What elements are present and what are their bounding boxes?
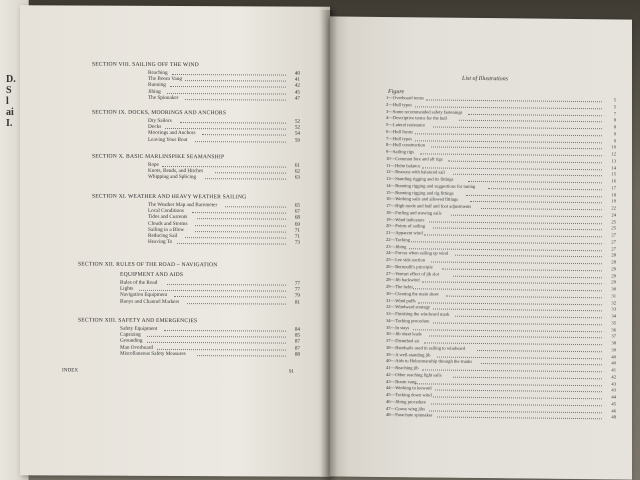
toc-entry-label: Grounding xyxy=(120,338,143,345)
illustration-label: 33—Finishing the windward mark xyxy=(386,311,450,317)
section-heading: SECTION XIII. SAFETY AND EMERGENCIES xyxy=(78,317,198,325)
illustration-label: 11—Helm balance xyxy=(386,162,421,168)
toc-page-number: 79 xyxy=(294,293,300,300)
toc-entry-label: Buoys and Channel Markers xyxy=(120,298,180,305)
dot-leader xyxy=(481,363,602,365)
section-heading: SECTION X. BASIC MARLINSPIKE SEAMANSHIP xyxy=(92,153,225,161)
illustration-label: 21—Apparent wind xyxy=(386,230,423,236)
illustration-label: 13—Standing rigging and its fittings xyxy=(386,176,454,182)
illustration-label: 42—Other reaching light sails xyxy=(386,371,442,378)
illustration-label: 47—Goose wing jibs xyxy=(386,405,426,411)
section-heading: SECTION IX. DOCKS, MOORINGS AND ANCHORS xyxy=(92,109,227,117)
illustration-page-number: 41 xyxy=(611,367,616,373)
illustration-page-number: 15 xyxy=(611,171,616,177)
illustration-page-number: 35 xyxy=(611,320,616,326)
illustration-label: 37—Disturbed air xyxy=(386,338,420,344)
illustration-label: 10—Common fore and aft rigs xyxy=(386,155,443,162)
illustration-page-number: 14 xyxy=(611,164,616,170)
illustration-label: 20—Points of sailing xyxy=(386,223,426,229)
illustration-label: 34—Tacking procedure xyxy=(386,317,430,324)
toc-entry-label: Sailing in a Blow xyxy=(148,226,185,233)
dot-leader xyxy=(192,212,286,213)
toc-page-number: 68 xyxy=(294,215,300,222)
illustration-label: 22—Tacking xyxy=(386,236,410,243)
toc-page-number: 52 xyxy=(294,124,300,131)
illustration-label: 26—Bernoulli's principle xyxy=(386,263,433,270)
dot-leader xyxy=(437,417,602,420)
toc-page-number: 88 xyxy=(294,351,300,358)
illustration-label: 35—In stays xyxy=(386,324,410,330)
dot-leader xyxy=(177,243,286,245)
dot-leader xyxy=(215,172,287,173)
illustration-label: 29—The helm xyxy=(386,284,413,290)
illustration-page-number: 8 xyxy=(613,117,616,123)
toc-page-number: 87 xyxy=(294,339,300,346)
toc-entry xyxy=(20,238,310,247)
toc-entry-label: Clouds and Storms xyxy=(148,220,188,227)
toc-entry-label: Leaving Your Boat xyxy=(148,136,188,143)
illustration-label: 39—A well-standing jib xyxy=(386,351,431,357)
book-gutter xyxy=(320,10,338,480)
toc-entry-label: Rope xyxy=(148,161,159,168)
toc-entry-label: Safety Equipment xyxy=(120,325,158,332)
toc-entry-label: Heaving To xyxy=(148,239,173,246)
illustration-page-number: 37 xyxy=(611,333,616,339)
illustration-page-number: 17 xyxy=(611,185,616,191)
illustration-page-number: 34 xyxy=(611,313,616,319)
illustration-label: 15—Running rigging and rig fittings xyxy=(386,189,454,196)
illustration-label: 1—Overboard terms xyxy=(386,95,424,101)
illustration-label: 36—Jib sheet leads xyxy=(386,331,422,337)
dot-leader xyxy=(187,303,287,305)
illustration-label: 16—Working sails and allowed fittings xyxy=(386,196,459,203)
illustration-label: 3—Some recommended safety fastenings xyxy=(386,108,463,115)
toc-entry-label: Moorings and Anchors xyxy=(148,130,196,137)
index-entry xyxy=(20,367,310,376)
dot-leader xyxy=(202,135,286,136)
illustration-label: 27—Venturi effect of jib slot xyxy=(386,270,439,277)
toc-page-number: 77 xyxy=(294,286,300,293)
toc-page-number: 71 xyxy=(294,233,300,240)
toc-entry-label: Local Conditions xyxy=(148,208,184,215)
illustration-page-number: 31 xyxy=(611,293,616,299)
toc-page-number: 87 xyxy=(294,345,300,352)
toc-page-number: 52 xyxy=(294,118,300,125)
toc-entry xyxy=(20,174,310,183)
illustration-label: 32—Windward strategy xyxy=(386,304,431,310)
toc-page-number: 81 xyxy=(294,299,300,306)
toc-page-number: 45 xyxy=(294,89,300,96)
dot-leader xyxy=(197,355,287,356)
illustration-page-number: 29 xyxy=(611,272,616,278)
illustration-label: 43—Boom vang xyxy=(386,378,417,384)
toc-entry-label: Knots, Bends, and Hitches xyxy=(148,168,204,175)
illustration-label: 44—Working to leeward xyxy=(386,385,432,391)
toc-entry-label: The Spinnaker xyxy=(148,94,179,101)
illustration-label: 5—Lateral resistance xyxy=(386,122,426,128)
illustration-label: 30—Clearing the main sheet xyxy=(386,290,439,297)
illustration-label: 7—Hull types xyxy=(386,135,412,141)
toc-page-number: 71 xyxy=(294,227,300,234)
section-heading: SECTION VIII. SAILING OFF THE WIND xyxy=(92,61,199,69)
illustration-page-number: 29 xyxy=(611,279,616,285)
illustration-page-number: 42 xyxy=(611,374,616,380)
illustration-page-number: 40 xyxy=(611,360,616,366)
toc-page-number: 47 xyxy=(294,95,300,102)
illustration-page-number: 16 xyxy=(611,178,616,184)
toc-page-number: 69 xyxy=(294,221,300,228)
toc-entry-label: The Weather Map and Barometer xyxy=(148,201,218,209)
illustration-page-number: 25 xyxy=(611,225,616,231)
toc-page-number: 42 xyxy=(294,83,300,90)
illustration-label: 45—Tacking down wind xyxy=(386,392,432,398)
illustration-page-number: 46 xyxy=(611,407,616,413)
illustration-label: 46—Jibing procedure xyxy=(386,398,426,405)
illustration-page-number: 33 xyxy=(611,306,616,312)
illustration-page-number: 40 xyxy=(611,353,616,359)
right-page xyxy=(330,16,632,479)
illustration-page-number: 24 xyxy=(611,212,616,218)
illustration-page-number: 44 xyxy=(611,394,616,400)
toc-entry-label: Whipping and Splicing xyxy=(148,174,197,181)
illustration-page-number: 45 xyxy=(611,401,616,407)
illustration-page-number: 22 xyxy=(611,205,616,211)
illustration-page-number: 29 xyxy=(611,266,616,272)
illustration-page-number: 28 xyxy=(611,252,616,258)
toc-entry-label: Running xyxy=(148,82,166,89)
toc-page-number: 73 xyxy=(294,239,300,246)
toc-entry-label: Jibing xyxy=(148,88,161,95)
illustration-label: 41—Reaching jib xyxy=(386,365,419,371)
illustration-page-number: 27 xyxy=(611,245,616,251)
illustration-label: 14—Running rigging and suggestions for tuning xyxy=(386,182,476,189)
toc-entry-label: Dry Sailors xyxy=(148,117,172,124)
illustration-page-number: 25 xyxy=(611,218,616,224)
illustration-label: 4—Descriptive terms for the hull xyxy=(386,115,447,121)
toc-entry-label: Tides and Currents xyxy=(148,214,188,221)
illustration-label: 19—Wind indicators xyxy=(386,216,425,222)
illustration-page-number: 48 xyxy=(611,414,616,420)
section-heading-continued: EQUIPMENT AND AIDS xyxy=(120,271,184,279)
toc-entry-label: The Boom Vang xyxy=(148,76,182,83)
illustration-page-number: 5 xyxy=(613,97,616,103)
illustration-page-number: 10 xyxy=(611,144,616,150)
illustration-label: 8—Hull construction xyxy=(386,142,425,148)
toc-entry-label: Capsizing xyxy=(120,331,141,339)
illustration-label: 25—Lee side suction xyxy=(386,257,426,263)
toc-entry-label: Rules of the Road xyxy=(120,279,158,286)
illustration-page-number: 18 xyxy=(611,191,616,197)
dot-leader xyxy=(195,141,287,142)
toc-page-number: 63 xyxy=(294,175,300,182)
toc-entry-label: Docks xyxy=(148,124,162,131)
illustration-page-number: 12 xyxy=(611,151,616,157)
illustration-label: 2—Hull types xyxy=(386,101,412,108)
dot-leader xyxy=(197,219,286,220)
toc-page-number: 84 xyxy=(294,326,300,333)
toc-page-number: 59 xyxy=(294,137,300,144)
toc-entry-label: Navigation Equipment xyxy=(120,292,168,299)
illustration-label: 17—High mode and half and foot adjustments xyxy=(386,203,472,209)
illustration-page-number: 27 xyxy=(611,239,616,245)
toc-page-number: 62 xyxy=(294,168,300,175)
section-heading: SECTION XI. WEATHER AND HEAVY WEATHER SAILING xyxy=(92,193,247,201)
illustration-page-number: 38 xyxy=(611,340,616,346)
toc-entry xyxy=(20,350,310,359)
toc-entry-label: Man Overboard xyxy=(120,344,153,351)
illustration-page-number: 43 xyxy=(611,380,616,386)
illustration-label: 24—Forces when sailing up wind xyxy=(386,250,449,256)
toc-page-number: 40 xyxy=(294,70,300,77)
illustration-label: 12—Reasons with balanced sail xyxy=(386,169,445,175)
adjacent-book-text: D. S l ai I. xyxy=(6,74,16,129)
toc-page-number: 65 xyxy=(294,202,300,209)
dot-leader xyxy=(185,99,287,101)
toc-page-number: 77 xyxy=(294,280,300,287)
illustration-page-number: 36 xyxy=(611,326,616,332)
toc-page-number: 67 xyxy=(294,208,300,215)
illustration-page-number: 32 xyxy=(611,299,616,305)
illustration-label: 38—Handsails used in sailing to windward xyxy=(386,344,466,351)
illustration-page-number: 9 xyxy=(613,131,616,137)
illustration-page-number: 19 xyxy=(611,198,616,204)
index-page-number: 91 xyxy=(288,368,294,375)
illustration-page-number: 39 xyxy=(611,347,616,353)
illustrations-title: List of Illustrations xyxy=(462,75,509,83)
illustration-page-number: 7 xyxy=(613,110,616,116)
figure-column-header: Figure xyxy=(388,89,405,96)
index-label: INDEX xyxy=(62,367,79,374)
toc-page-number: 41 xyxy=(294,76,300,83)
illustration-label: 9—Sailing rigs xyxy=(386,149,414,155)
toc-page-number: 54 xyxy=(294,131,300,138)
illustration-page-number: 27 xyxy=(611,232,616,238)
illustration-label: 28—Jib backwind xyxy=(386,277,420,283)
dot-leader xyxy=(481,208,602,210)
dot-leader xyxy=(225,206,287,207)
toc-entry xyxy=(20,298,310,307)
illustration-label: 18—Furling and stowing sails xyxy=(386,209,442,216)
toc-entry-label: Lights xyxy=(120,285,134,292)
toc-page-number: 85 xyxy=(294,332,300,339)
section-heading: SECTION XII. RULES OF THE ROAD – NAVIGATION xyxy=(78,261,218,269)
toc-entry-label: Reaching xyxy=(148,69,168,76)
illustration-page-number: 43 xyxy=(611,387,616,393)
illustration-page-number: 13 xyxy=(611,158,616,164)
dot-leader xyxy=(205,179,287,180)
illustration-page-number: 9 xyxy=(613,137,616,143)
toc-entry xyxy=(20,94,310,103)
illustration-page-number: 5 xyxy=(613,104,616,110)
illustration-label: 6—Hull forms xyxy=(386,128,413,135)
toc-entry-label: Reducing Sail xyxy=(148,232,178,240)
dot-leader xyxy=(488,188,602,190)
illustration-label: 40—Aids to Helmsmanship through the trunks xyxy=(386,358,473,365)
dot-leader xyxy=(195,231,287,232)
illustration-page-number: 30 xyxy=(611,286,616,292)
toc-entry xyxy=(20,136,310,145)
toc-page-number: 61 xyxy=(294,162,300,169)
toc-entry-label: Miscellaneous Safety Measures xyxy=(120,350,186,357)
left-page xyxy=(20,5,330,477)
illustration-label: 48—Parachute spinnaker xyxy=(386,412,433,418)
illustration-label: 23—Jibing xyxy=(386,243,407,249)
illustration-page-number: 28 xyxy=(611,259,616,265)
illustration-page-number: 8 xyxy=(613,124,616,130)
dot-leader xyxy=(195,225,287,226)
illustration-label: 31—Wind puffs xyxy=(386,297,416,303)
